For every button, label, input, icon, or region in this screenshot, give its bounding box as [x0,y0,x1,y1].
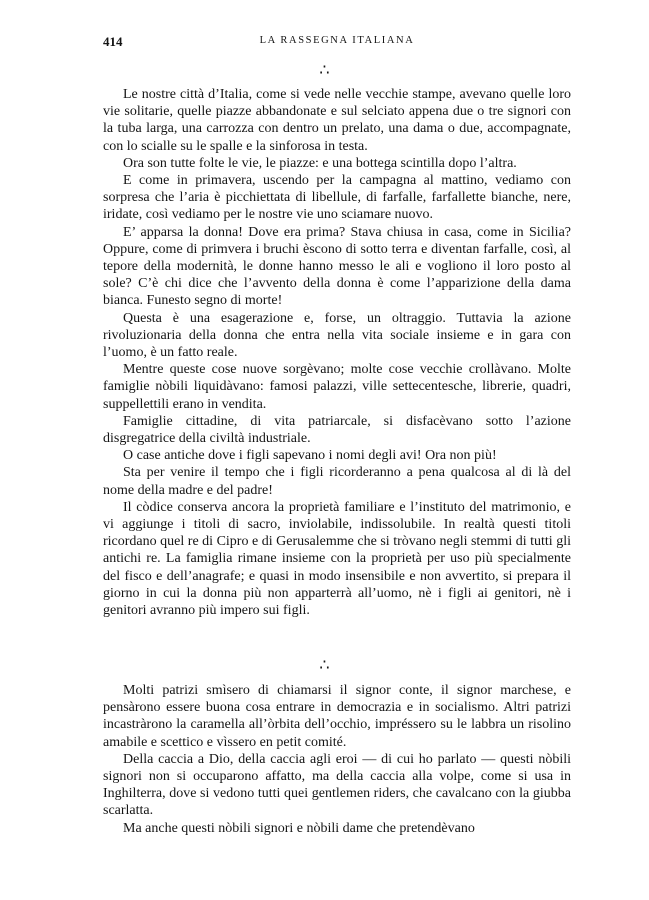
paragraph: E come in primavera, uscendo per la campagna al mattino, vediamo con sorpresa che l’aria è picchiettata di libellule, di farfalle, farfallette bianche, nere, iridate, così vediamo per le nostre vie uno sciamare nuovo. [103,173,571,223]
paragraph: Questa è una esagerazione e, forse, un oltraggio. Tuttavia la azione rivoluzionaria della donna che entra nella vita sociale insieme e in gara con l’uomo, è un fatto reale. [103,310,571,361]
paragraph: Ma anche questi nòbili signori e nòbili dame che pretendèvano [123,820,475,836]
paragraph: Famiglie cittadine, di vita patriarcale, si disfacèvano sotto l’azione disgregatrice della civiltà industriale. [103,413,571,447]
paragraph: Della caccia a Dio, della caccia agli eroi — di cui ho parlato — questi nòbili signori non si occuparono affatto, ma della caccia alla volpe, come si usa in Inghilterra, dove si vedono tutti quei gentlemen riders, che cavalcano con la giubba scarlatta. [103,751,571,819]
paragraph: Molti patrizi smìsero di chiamarsi il signor conte, il signor marchese, e pensàrono essere buona cosa entrare in democrazia e in socialismo. Altri patrizi incastràrono la caramella all’òrbita dell’occhio, impréssero su le labbra un risolino amabile e scettico e vìssero en petit comité. [103,683,571,750]
paragraph: Sta per venire il tempo che i figli ricorderanno a pena qualcosa al di là del nome della madre e del padre! [103,465,571,498]
section-2-text [103,682,571,837]
page-header [103,34,571,54]
page-number: 414 [103,34,123,49]
paragraph: Il còdice conserva ancora la proprietà familiare e l’instituto del matrimonio, e vi aggiunge i titoli di sacro, inviolabile, indissolubile. In realtà questi titoli ricordano quel re di Cipro e di Gerusalemme che si tròvano negli stemmi di tutti gli antichi re. La famiglia rimane insieme con la proprietà per uso più specialmente del fisco e dell’anagrafe; e quasi in modo insensibile e non avvertito, si prepara il giorno in cui la donna più non apparterrà all’uomo, nè i figli ai genitori, nè i genitori avranno più impero sui figli. [103,499,571,619]
paragraph: O case antiche dove i figli sapevano i nomi degli avi! Ora non più! [123,448,497,464]
running-title: LA RASSEGNA ITALIANA [259,35,415,46]
paragraph: Le nostre città d’Italia, come si vede nelle vecchie stampe, avevano quelle loro vie solitarie, quelle piazze abbandonate e sul selciato appena due o tre signori con la tuba larga, una carrozza con dentro un prelato, una dama o due, accompagnate, con lo scialle su le spalle e la sinforosa in testa. [103,87,571,154]
paragraph: Ora son tutte folte le vie, le piazze: e una bottega scintilla dopo l’altra. [123,155,517,171]
paragraph: E’ apparsa la donna! Dove era prima? Stava chiusa in casa, come in Sicilia? Oppure, come di primvera i bruchi èscono di sotto terra e diventan farfalle, così, al tepore della modernità, le donne hanno messo le ali e vogliono il loro posto al sole? C’è chi dice che l’avvento della donna è come l’apparizione della dama bianca. Funesto segno di morte! [103,224,571,309]
section-ornament-middle: ∴ [319,657,330,674]
section-ornament-top: ∴ [319,62,330,79]
paragraph: Mentre queste cose nuove sorgèvano; molte cose vecchie crollàvano. Molte famiglie nòbili liquidàvano: famosi palazzi, ville settecentesche, librerie, quadri, suppellettili erano in vendita. [103,362,571,412]
section-1-text [103,86,571,619]
